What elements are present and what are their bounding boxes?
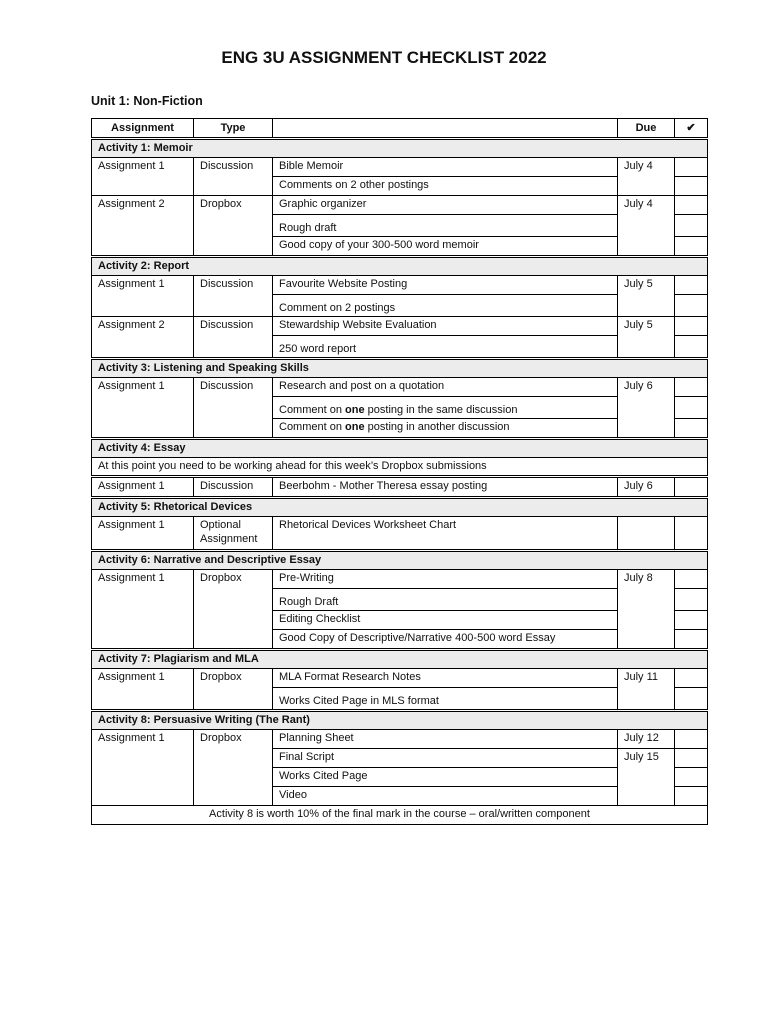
check-box[interactable] <box>675 378 708 397</box>
table-row <box>92 196 708 215</box>
task-cell: Rough draft <box>273 215 618 237</box>
activity-title: Activity 2: Report <box>92 257 708 276</box>
activity-row <box>92 711 708 730</box>
task-cell: Video <box>273 787 618 806</box>
table-row <box>92 276 708 295</box>
check-box[interactable] <box>675 688 708 711</box>
task-text: Comment on <box>279 404 346 416</box>
task-cell: Rhetorical Devices Worksheet Chart <box>273 517 618 551</box>
check-box[interactable] <box>675 397 708 419</box>
task-cell: Beerbohm - Mother Theresa essay posting <box>273 477 618 498</box>
assignment-cell: Assignment 1 <box>92 378 194 439</box>
header-check-icon: ✔ <box>675 119 708 139</box>
assignment-cell: Assignment 1 <box>92 669 194 711</box>
activity-row <box>92 439 708 458</box>
task-cell: Comment on 2 postings <box>273 295 618 317</box>
note-row <box>92 458 708 477</box>
check-box[interactable] <box>675 276 708 295</box>
activity-title: Activity 7: Plagiarism and MLA <box>92 650 708 669</box>
check-box[interactable] <box>675 570 708 589</box>
task-cell: Works Cited Page <box>273 768 618 787</box>
type-cell: Discussion <box>194 158 273 196</box>
task-text: posting in another discussion <box>364 421 510 433</box>
check-box[interactable] <box>675 611 708 630</box>
due-cell: July 11 <box>618 669 675 711</box>
type-cell: Discussion <box>194 317 273 359</box>
assignment-cell: Assignment 2 <box>92 196 194 257</box>
activity-row <box>92 650 708 669</box>
check-box[interactable] <box>675 589 708 611</box>
assignment-cell: Assignment 1 <box>92 477 194 498</box>
due-cell <box>618 517 675 551</box>
header-type: Type <box>194 119 273 139</box>
activity-row <box>92 359 708 378</box>
task-cell: Good Copy of Descriptive/Narrative 400-500 word Essay <box>273 630 618 650</box>
task-cell: Good copy of your 300-500 word memoir <box>273 237 618 257</box>
task-cell <box>273 419 618 439</box>
assignment-cell: Assignment 1 <box>92 276 194 317</box>
check-box[interactable] <box>675 196 708 215</box>
due-cell: July 5 <box>618 317 675 359</box>
task-cell: Comments on 2 other postings <box>273 177 618 196</box>
type-cell: Dropbox <box>194 730 273 806</box>
task-cell <box>273 397 618 419</box>
table-row <box>92 517 708 551</box>
due-cell: July 12 <box>618 730 675 749</box>
activity-row <box>92 551 708 570</box>
type-cell: Discussion <box>194 477 273 498</box>
activity-title: Activity 4: Essay <box>92 439 708 458</box>
check-box[interactable] <box>675 336 708 359</box>
assignment-cell: Assignment 1 <box>92 730 194 806</box>
task-cell: Editing Checklist <box>273 611 618 630</box>
task-cell: 250 word report <box>273 336 618 359</box>
type-cell: Optional Assignment <box>194 517 273 551</box>
task-cell: Research and post on a quotation <box>273 378 618 397</box>
check-box[interactable] <box>675 177 708 196</box>
unit-heading: Unit 1: Non-Fiction <box>91 94 203 108</box>
due-cell: July 6 <box>618 477 675 498</box>
task-cell: Rough Draft <box>273 589 618 611</box>
check-box[interactable] <box>675 787 708 806</box>
task-cell: Final Script <box>273 749 618 768</box>
task-cell: Planning Sheet <box>273 730 618 749</box>
activity-row <box>92 257 708 276</box>
activity-title: Activity 5: Rhetorical Devices <box>92 498 708 517</box>
task-cell: Favourite Website Posting <box>273 276 618 295</box>
type-cell: Discussion <box>194 378 273 439</box>
due-cell: July 15 <box>618 749 675 806</box>
check-box[interactable] <box>675 517 708 551</box>
activity-title: Activity 8: Persuasive Writing (The Rant) <box>92 711 708 730</box>
assignment-checklist-table <box>91 118 708 825</box>
activity-row <box>92 498 708 517</box>
assignment-cell: Assignment 1 <box>92 517 194 551</box>
table-row <box>92 378 708 397</box>
type-cell: Dropbox <box>194 669 273 711</box>
check-box[interactable] <box>675 158 708 177</box>
type-cell: Dropbox <box>194 196 273 257</box>
assignment-cell: Assignment 1 <box>92 158 194 196</box>
due-cell: July 8 <box>618 570 675 650</box>
due-cell: July 4 <box>618 158 675 196</box>
task-emphasis: one <box>345 404 365 416</box>
check-box[interactable] <box>675 295 708 317</box>
check-box[interactable] <box>675 477 708 498</box>
activity-title: Activity 3: Listening and Speaking Skills <box>92 359 708 378</box>
page-title: ENG 3U ASSIGNMENT CHECKLIST 2022 <box>221 48 547 67</box>
table-row <box>92 730 708 749</box>
activity-title: Activity 6: Narrative and Descriptive Essay <box>92 551 708 570</box>
table-row <box>92 158 708 177</box>
check-box[interactable] <box>675 317 708 336</box>
note-text: At this point you need to be working ahead for this week’s Dropbox submissions <box>92 458 708 477</box>
task-emphasis: one <box>345 421 365 433</box>
footnote-text: Activity 8 is worth 10% of the final mark in the course – oral/written component <box>92 806 708 825</box>
table-row <box>92 669 708 688</box>
task-cell: Works Cited Page in MLS format <box>273 688 618 711</box>
task-cell: MLA Format Research Notes <box>273 669 618 688</box>
type-cell: Dropbox <box>194 570 273 650</box>
footnote-row <box>92 806 708 825</box>
header-due: Due <box>618 119 675 139</box>
check-box[interactable] <box>675 768 708 787</box>
due-cell: July 4 <box>618 196 675 257</box>
activity-row <box>92 139 708 158</box>
check-box[interactable] <box>675 215 708 237</box>
due-cell: July 5 <box>618 276 675 317</box>
table-row <box>92 317 708 336</box>
check-box[interactable] <box>675 630 708 650</box>
table-row <box>92 570 708 589</box>
check-box[interactable] <box>675 749 708 768</box>
check-box[interactable] <box>675 237 708 257</box>
task-cell: Bible Memoir <box>273 158 618 177</box>
task-cell: Pre-Writing <box>273 570 618 589</box>
task-cell: Graphic organizer <box>273 196 618 215</box>
type-cell: Discussion <box>194 276 273 317</box>
assignment-cell: Assignment 2 <box>92 317 194 359</box>
check-box[interactable] <box>675 730 708 749</box>
table-header-row <box>92 119 708 139</box>
task-cell: Stewardship Website Evaluation <box>273 317 618 336</box>
header-assignment: Assignment <box>92 119 194 139</box>
due-cell: July 6 <box>618 378 675 439</box>
assignment-cell: Assignment 1 <box>92 570 194 650</box>
table-row <box>92 477 708 498</box>
check-box[interactable] <box>675 669 708 688</box>
activity-title: Activity 1: Memoir <box>92 139 708 158</box>
check-box[interactable] <box>675 419 708 439</box>
task-text: posting in the same discussion <box>364 404 518 416</box>
task-text: Comment on <box>279 421 346 433</box>
header-task <box>273 119 618 139</box>
